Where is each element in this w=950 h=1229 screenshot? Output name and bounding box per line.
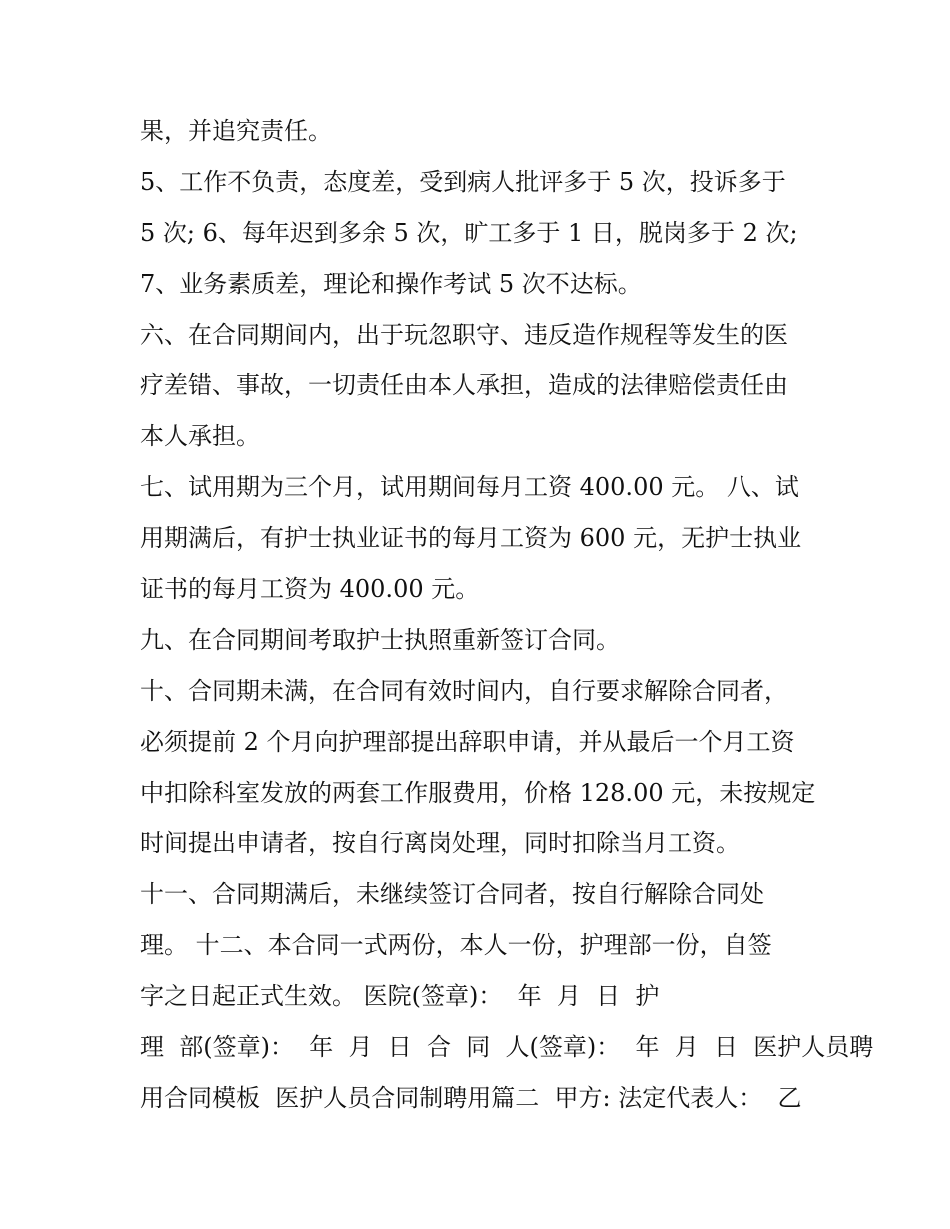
text-line: 果，并追究责任。 (140, 117, 332, 145)
text-line: 时间提出申请者，按自行离岗处理，同时扣除当月工资。 (140, 829, 740, 858)
text-line: 7、业务素质差，理论和操作考试 5 次不达标。 (140, 269, 642, 298)
text-line: 用合同模板 医护人员合同制聘用篇二 甲方: 法定代表人： 乙 (140, 1083, 802, 1112)
text-line: 5 次; 6、每年迟到多余 5 次，旷工多于 1 日，脱岗多于 2 次; (140, 218, 798, 247)
text-line: 中扣除科室发放的两套工作服费用，价格 128.00 元，未按规定 (140, 778, 816, 807)
text-line: 本人承担。 (140, 422, 260, 451)
text-line: 六、在合同期间内，出于玩忽职守、违反造作规程等发生的医 (140, 320, 788, 349)
document-body (140, 106, 874, 1124)
text-line: 理。 十二、本合同一式两份，本人一份，护理部一份，自签 (140, 931, 772, 960)
text-line: 十、合同期未满，在合同有效时间内，自行要求解除合同者， (140, 676, 788, 705)
text-line: 必须提前 2 个月向护理部提出辞职申请，并从最后一个月工资 (140, 727, 795, 756)
text-line: 用期满后，有护士执业证书的每月工资为 600 元，无护士执业 (140, 524, 802, 553)
text-line: 字之日起正式生效。 医院(签章)： 年 月 日 护 (140, 982, 660, 1011)
text-line: 十一、合同期满后，未继续签订合同者，按自行解除合同处 (140, 880, 764, 909)
text-line: 九、在合同期间考取护士执照重新签订合同。 (140, 625, 620, 654)
text-line: 理 部(签章)： 年 月 日 合 同 人(签章)： 年 月 日 医护人员聘 (140, 1033, 874, 1062)
text-line: 七、试用期为三个月，试用期间每月工资 400.00 元。 八、试 (140, 473, 799, 502)
text-line: 证书的每月工资为 400.00 元。 (140, 575, 480, 604)
text-line: 疗差错、事故，一切责任由本人承担，造成的法律赔偿责任由 (140, 371, 788, 400)
text-line: 5、工作不负责，态度差，受到病人批评多于 5 次，投诉多于 (140, 167, 786, 196)
